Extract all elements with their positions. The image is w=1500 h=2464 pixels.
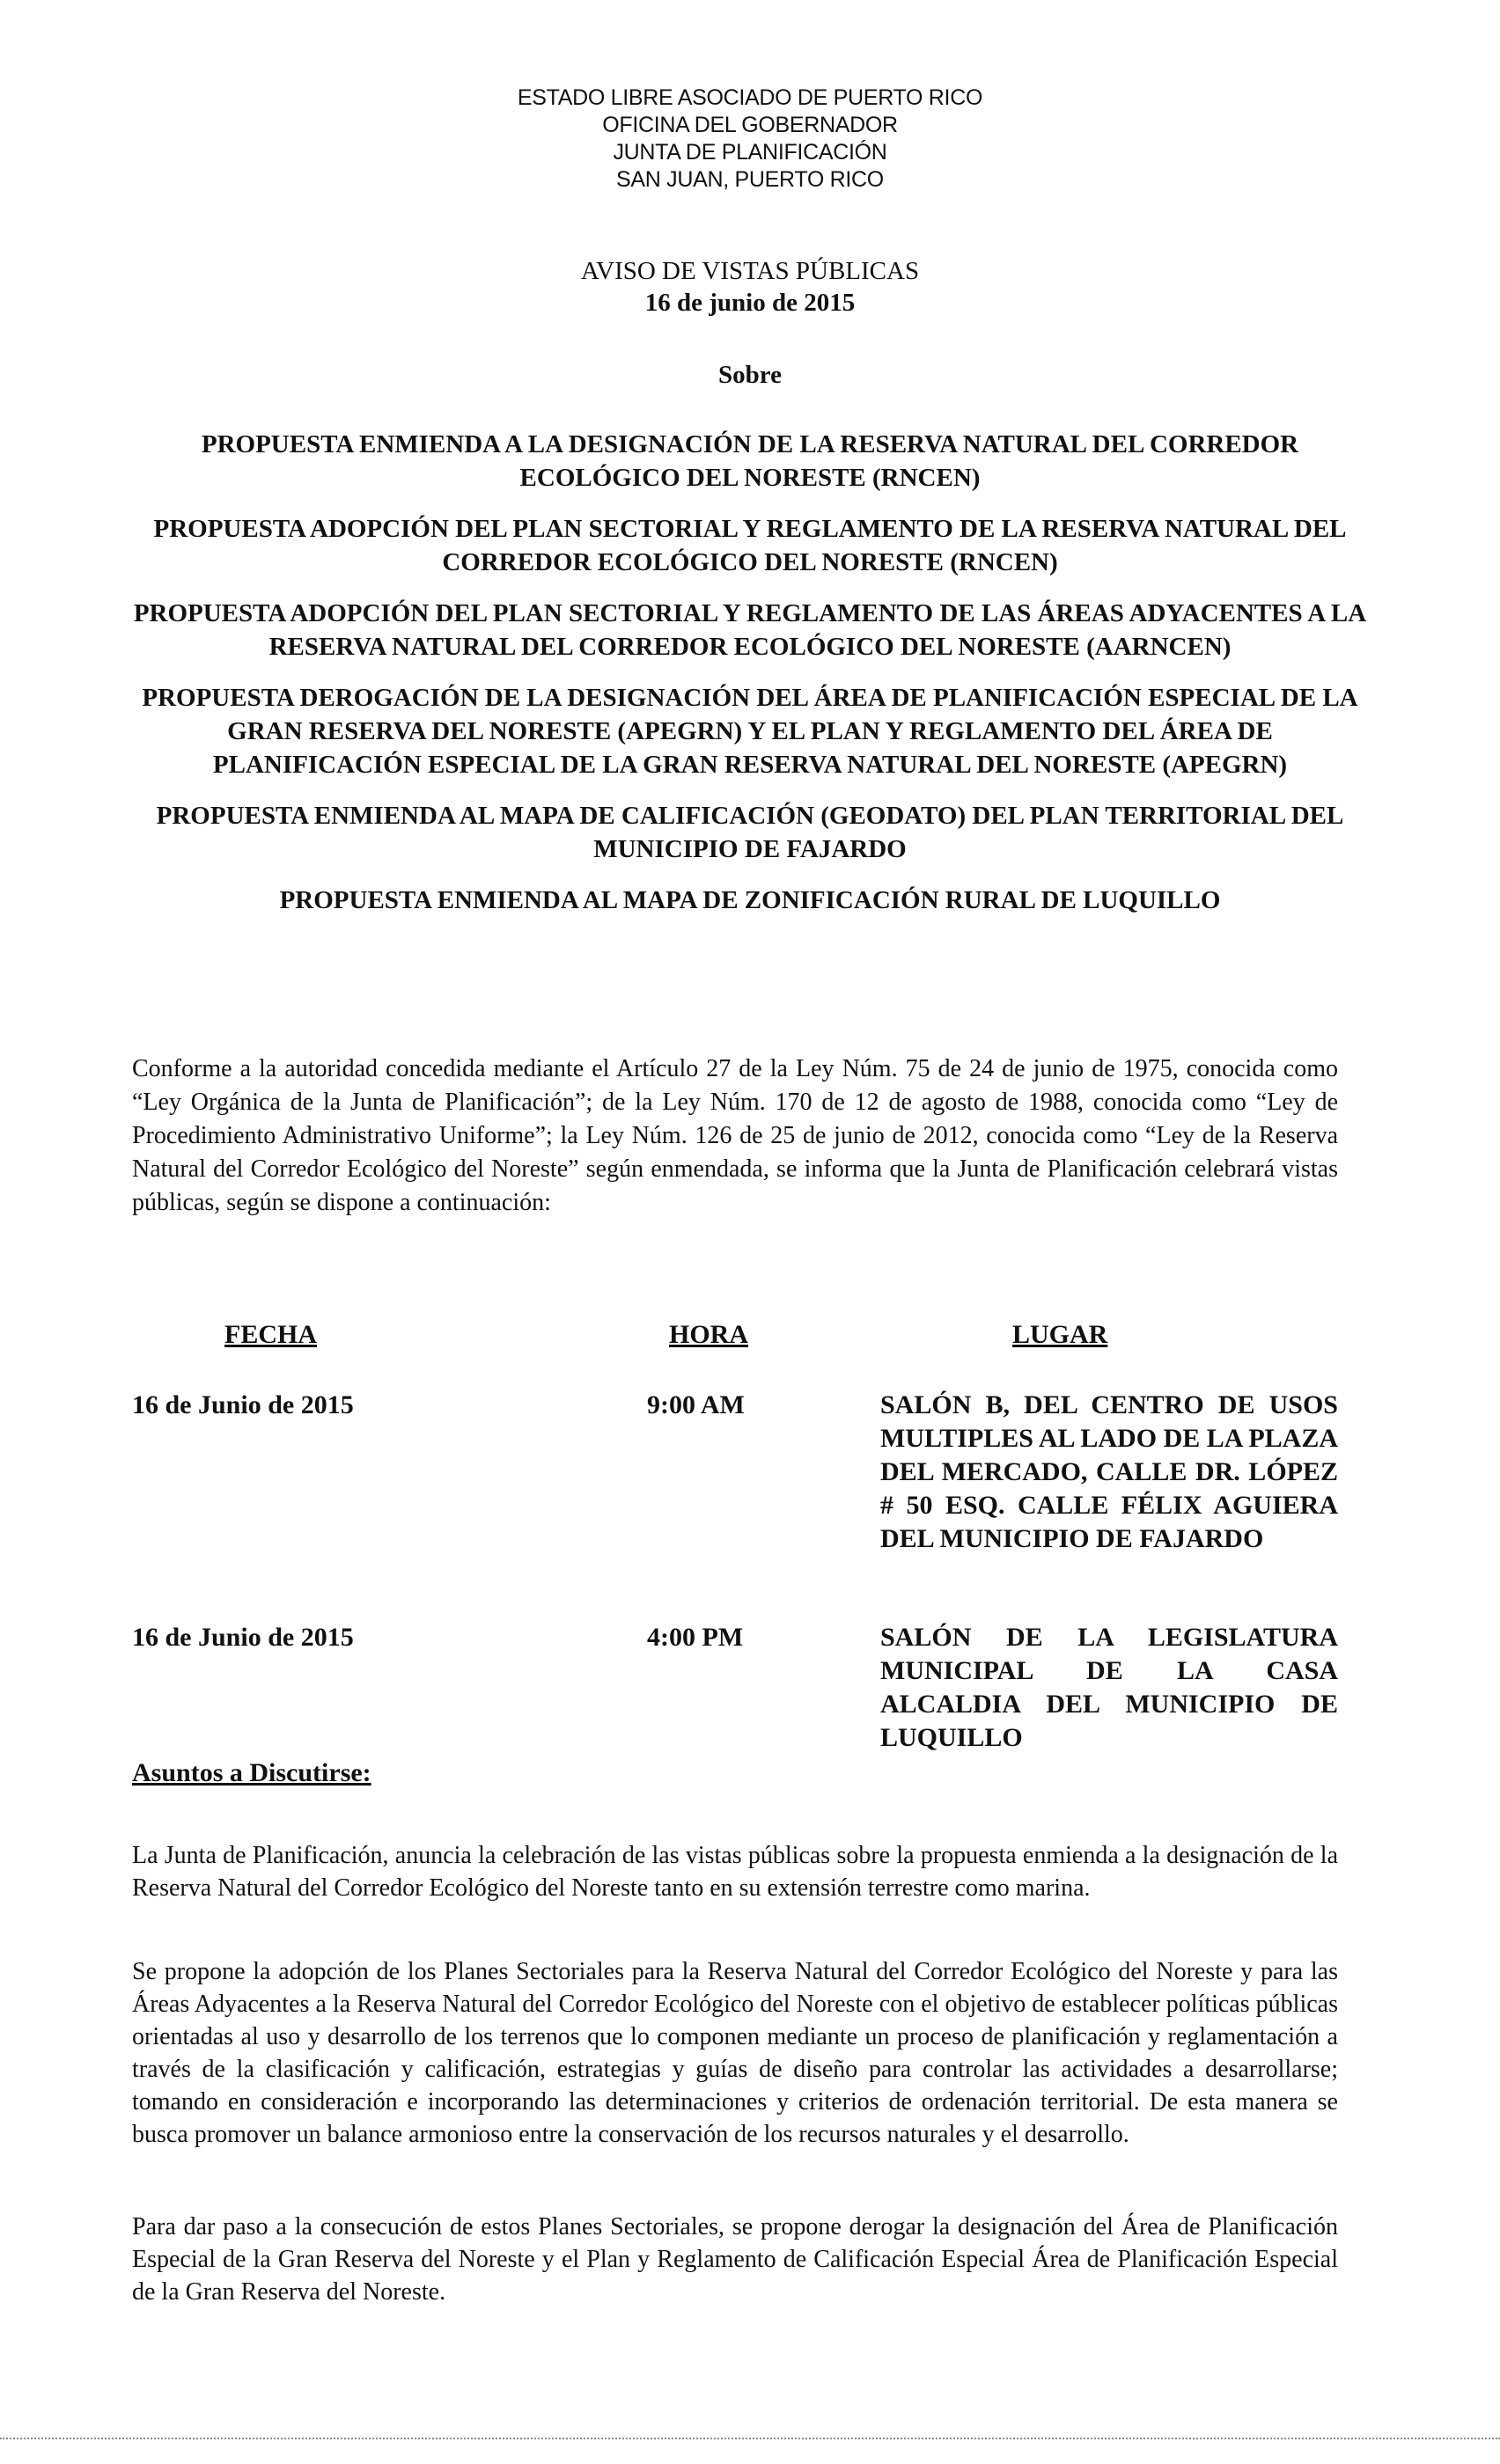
- row2-lugar: SALÓN DE LA LEGISLATURA MUNICIPAL DE LA CASA ALCALDIA DEL MUNICIPIO DE LUQUILLO: [880, 1623, 1338, 1752]
- letterhead: [0, 84, 1500, 194]
- notice-title: AVISO DE VISTAS PÚBLICAS: [580, 257, 920, 285]
- body-paragraph: Se propone la adopción de los Planes Sectoriales para la Reserva Natural del Corredor Ecológico del Noreste y para las Áreas Adyacentes a la Reserva Natural del Corredor Ecológico del Noreste con el objetivo de establecer políticas públicas orientadas al uso y desarrollo de los terrenos que lo componen mediante un proceso de planificación y reglamentación a través de la clasificación y calificación, estrategias y guías de diseño para controlar las actividades a desarrollarse; tomando en consideración e incorporando las determinaciones y criterios de ordenación territorial. De esta manera se busca promover un balance armonioso entre la conservación de los recursos naturales y el desarrollo.: [132, 1958, 1338, 2148]
- header-fecha: FECHA: [224, 1320, 317, 1349]
- proposal-item: PROPUESTA ENMIENDA A LA DESIGNACIÓN DE LA RESERVA NATURAL DEL CORREDOR ECOLÓGICO DEL NORESTE (RNCEN): [201, 430, 1299, 492]
- body-paragraph: Para dar paso a la consecución de estos Planes Sectoriales, se propone derogar la designación del Área de Planificación Especial de la Gran Reserva del Noreste y el Plan y Reglamento de Calificación Especial Área de Planificación Especial de la Gran Reserva del Noreste.: [132, 2213, 1338, 2306]
- intro-paragraph: Conforme a la autoridad concedida mediante el Artículo 27 de la Ley Núm. 75 de 24 de junio de 1975, conocida como “Ley Orgánica de la Junta de Planificación”; de la Ley Núm. 170 de 12 de agosto de 1988, conocida como “Ley de Procedimiento Administrativo Uniforme”; la Ley Núm. 126 de 25 de junio de 2012, conocida como “Ley de la Reserva Natural del Corredor Ecológico del Noreste” según enmendada, se informa que la Junta de Planificación celebrará vistas públicas, según se dispone a continuación:: [132, 1055, 1338, 1216]
- header-hora: HORA: [669, 1320, 748, 1349]
- letterhead-line: JUNTA DE PLANIFICACIÓN: [613, 140, 887, 165]
- header-lugar: LUGAR: [1012, 1320, 1108, 1349]
- sobre-label: Sobre: [718, 361, 782, 389]
- row1-lugar: SALÓN B, DEL CENTRO DE USOS MULTIPLES AL LADO DE LA PLAZA DEL MERCADO, CALLE DR. LÓPEZ # 50 ESQ. CALLE FÉLIX AGUIERA DEL MUNICIPIO DE FAJARDO: [880, 1390, 1338, 1553]
- proposal-item: PROPUESTA ADOPCIÓN DEL PLAN SECTORIAL Y REGLAMENTO DE LAS ÁREAS ADYACENTES A LA RESERVA NATURAL DEL CORREDOR ECOLÓGICO DEL NORESTE (AARNCEN): [133, 599, 1367, 661]
- letterhead-line: OFICINA DEL GOBERNADOR: [602, 113, 898, 137]
- row1-fecha: 16 de Junio de 2015: [132, 1390, 354, 1419]
- body-paragraph: La Junta de Planificación, anuncia la celebración de las vistas públicas sobre la propuesta enmienda a la designación de la Reserva Natural del Corredor Ecológico del Noreste tanto en su extensión terrestre como marina.: [132, 1842, 1338, 1902]
- row2-hora: 4:00 PM: [647, 1623, 744, 1652]
- notice-heading: [0, 255, 1500, 319]
- row1-hora: 9:00 AM: [647, 1390, 745, 1419]
- asuntos-heading: Asuntos a Discutirse:: [132, 1758, 371, 1787]
- letterhead-line: ESTADO LIBRE ASOCIADO DE PUERTO RICO: [517, 85, 983, 110]
- proposal-list: [132, 428, 1368, 935]
- proposal-item: PROPUESTA ENMIENDA AL MAPA DE CALIFICACIÓN (GEODATO) DEL PLAN TERRITORIAL DEL MUNICIPIO DE FAJARDO: [156, 802, 1344, 863]
- row2-fecha: 16 de Junio de 2015: [132, 1623, 354, 1652]
- proposal-item: PROPUESTA DEROGACIÓN DE LA DESIGNACIÓN DEL ÁREA DE PLANIFICACIÓN ESPECIAL DE LA GRAN RESERVA DEL NORESTE (APEGRN) Y EL PLAN Y REGLAMENTO DEL ÁREA DE PLANIFICACIÓN ESPECIAL DE LA GRAN RESERVA NATURAL DEL NORESTE (APEGRN): [142, 684, 1358, 779]
- proposal-item: PROPUESTA ADOPCIÓN DEL PLAN SECTORIAL Y REGLAMENTO DE LA RESERVA NATURAL DEL CORREDOR ECOLÓGICO DEL NORESTE (RNCEN): [153, 515, 1347, 576]
- page-bottom-rule: [0, 2438, 1500, 2439]
- letterhead-line: SAN JUAN, PUERTO RICO: [616, 167, 884, 192]
- notice-date: 16 de junio de 2015: [644, 289, 856, 317]
- proposal-item: PROPUESTA ENMIENDA AL MAPA DE ZONIFICACIÓN RURAL DE LUQUILLO: [279, 886, 1221, 914]
